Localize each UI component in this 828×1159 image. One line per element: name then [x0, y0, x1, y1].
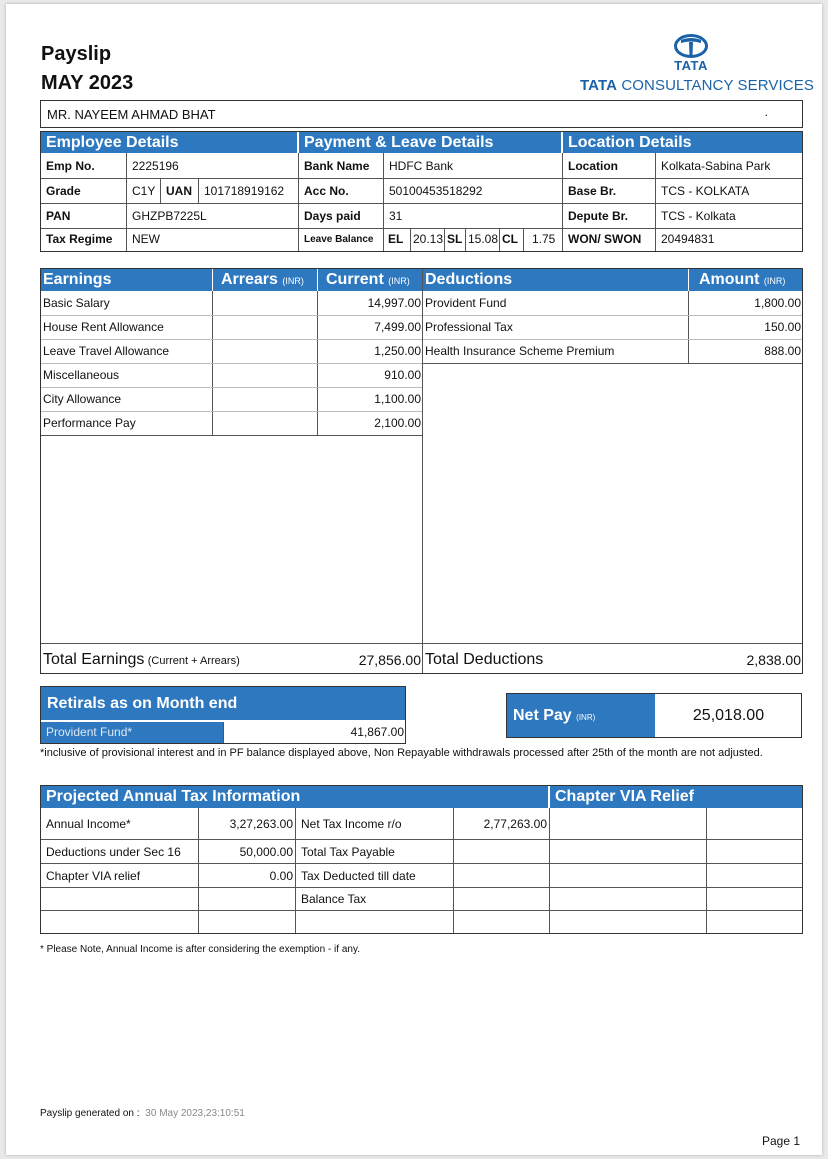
net-pay-box	[506, 693, 802, 738]
retirals-pf-value: 41,867.00	[350, 725, 404, 739]
pf-note: *inclusive of provisional interest and in PF balance displayed above, Non Repayable withdrawals processed after 25th of the month are not adjusted.	[40, 747, 763, 759]
total-earnings-label: Total Earnings	[43, 651, 145, 668]
amount-header	[689, 269, 802, 291]
current-unit: (INR)	[388, 276, 410, 286]
logo-tcs-rest: CONSULTANCY SERVICES	[617, 77, 814, 94]
earning-label: House Rent Allowance	[43, 320, 164, 334]
name-suffix: .	[764, 105, 768, 119]
page-number: Page 1	[762, 1134, 801, 1148]
sec16-value: 50,000.00	[239, 845, 293, 859]
sl-value: 15.08	[468, 232, 499, 246]
arrears-header-text: Arrears	[221, 271, 278, 288]
acc-no-value: 50100453518292	[389, 184, 483, 198]
retirals-box	[40, 686, 406, 744]
location-value: Kolkata-Sabina Park	[661, 159, 771, 173]
employee-name: MR. NAYEEM AHMAD BHAT	[47, 107, 216, 122]
leave-balance-label: Leave Balance	[304, 234, 374, 245]
employee-name-box	[40, 100, 803, 128]
earning-amount: 7,499.00	[374, 320, 421, 334]
earning-label: Miscellaneous	[43, 368, 120, 382]
tata-logo-icon	[674, 34, 708, 58]
earning-label: Performance Pay	[43, 416, 136, 430]
net-tax-income-value: 2,77,263.00	[483, 817, 547, 831]
bank-name-label: Bank Name	[304, 159, 370, 173]
retirals-pf-label: Provident Fund*	[41, 722, 223, 743]
deduction-label: Health Insurance Scheme Premium	[425, 344, 615, 358]
earning-amount: 14,997.00	[367, 296, 421, 310]
deductions-header	[423, 269, 688, 291]
pan-label: PAN	[46, 209, 71, 223]
earning-label: City Allowance	[43, 392, 122, 406]
generated-on-label: Payslip generated on :	[40, 1108, 140, 1119]
bank-name-value: HDFC Bank	[389, 159, 454, 173]
deduction-label: Professional Tax	[425, 320, 513, 334]
tcs-logo	[580, 34, 814, 98]
arrears-unit: (INR)	[282, 276, 304, 286]
retirals-header: Retirals as on Month end	[41, 687, 405, 720]
location-details-header: Location Details	[563, 132, 802, 153]
total-earnings	[43, 647, 240, 674]
earning-amount: 1,250.00	[374, 344, 421, 358]
details-grid	[40, 131, 803, 252]
el-label: EL	[388, 232, 404, 246]
title-month: MAY 2023	[41, 72, 134, 94]
net-pay-label-text: Net Pay	[513, 707, 572, 724]
total-deductions-value: 2,838.00	[746, 652, 801, 668]
via-relief-label: Chapter VIA relief	[46, 869, 141, 883]
uan-label: UAN	[166, 184, 192, 198]
earning-amount: 910.00	[384, 368, 421, 382]
base-branch-label: Base Br.	[568, 184, 617, 198]
deduction-amount: 1,800.00	[754, 296, 801, 310]
tax-regime-label: Tax Regime	[46, 232, 113, 246]
tax-deducted-label: Tax Deducted till date	[301, 869, 416, 883]
depute-branch-label: Depute Br.	[568, 209, 629, 223]
employee-details-header: Employee Details	[41, 132, 297, 153]
deductions-header-text: Deductions	[425, 271, 513, 288]
amount-unit: (INR)	[763, 276, 786, 286]
earning-label: Leave Travel Allowance	[43, 344, 170, 358]
net-pay-value: 25,018.00	[692, 707, 765, 724]
location-label: Location	[568, 159, 618, 173]
logo-company-name	[580, 77, 814, 94]
annual-income-label: Annual Income*	[46, 817, 131, 831]
chapter-via-header: Chapter VIA Relief	[550, 786, 802, 808]
tax-info-table	[40, 785, 803, 934]
title-line-1: Payslip	[41, 43, 112, 65]
acc-no-label: Acc No.	[304, 184, 349, 198]
depute-branch-value: TCS - Kolkata	[661, 209, 736, 223]
total-earnings-note: (Current + Arrears)	[147, 655, 240, 667]
annual-income-note: * Please Note, Annual Income is after considering the exemption - if any.	[40, 944, 360, 955]
logo-tcs-bold: TATA	[580, 77, 618, 94]
payslip-title	[41, 40, 133, 98]
won-swon-label: WON/ SWON	[568, 232, 642, 246]
net-pay-unit: (INR)	[576, 713, 596, 722]
deduction-amount: 888.00	[764, 344, 801, 358]
net-pay-label	[507, 694, 655, 737]
grade-label: Grade	[46, 184, 81, 198]
amount-header-text: Amount	[699, 271, 760, 288]
payslip-page	[6, 4, 822, 1155]
emp-no-label: Emp No.	[46, 159, 95, 173]
total-earnings-value: 27,856.00	[358, 652, 421, 668]
earnings-header-text: Earnings	[43, 271, 112, 288]
total-tax-payable-label: Total Tax Payable	[301, 845, 395, 859]
uan-value: 101718919162	[204, 184, 285, 198]
base-branch-value: TCS - KOLKATA	[661, 184, 750, 198]
earnings-header	[41, 269, 212, 291]
days-paid-label: Days paid	[304, 209, 361, 223]
current-header-text: Current	[326, 271, 384, 288]
annual-income-value: 3,27,263.00	[229, 817, 293, 831]
earning-amount: 2,100.00	[374, 416, 421, 430]
earning-label: Basic Salary	[43, 296, 110, 310]
logo-tata-text: TATA	[674, 58, 708, 73]
cl-value: 1.75	[532, 232, 556, 246]
emp-no-value: 2225196	[132, 159, 179, 173]
arrears-header	[213, 269, 317, 291]
deduction-amount: 150.00	[764, 320, 801, 334]
earnings-deductions-table	[40, 268, 803, 674]
current-header	[318, 269, 422, 291]
sec16-label: Deductions under Sec 16	[46, 845, 181, 859]
tax-info-header: Projected Annual Tax Information	[41, 786, 548, 808]
grade-value: C1Y	[132, 184, 156, 198]
generated-on	[40, 1108, 245, 1119]
el-value: 20.13	[413, 232, 444, 246]
pan-value: GHZPB7225L	[132, 209, 207, 223]
cl-label: CL	[502, 232, 518, 246]
payment-details-header: Payment & Leave Details	[299, 132, 561, 153]
via-relief-value: 0.00	[269, 869, 293, 883]
won-swon-value: 20494831	[661, 232, 715, 246]
balance-tax-label: Balance Tax	[301, 892, 367, 906]
net-tax-income-label: Net Tax Income r/o	[301, 817, 402, 831]
tax-regime-value: NEW	[132, 232, 160, 246]
total-deductions-label: Total Deductions	[425, 651, 544, 668]
generated-on-value: 30 May 2023,23:10:51	[145, 1108, 245, 1119]
earning-amount: 1,100.00	[374, 392, 421, 406]
days-paid-value: 31	[389, 209, 403, 223]
sl-label: SL	[447, 232, 463, 246]
deduction-label: Provident Fund	[425, 296, 507, 310]
